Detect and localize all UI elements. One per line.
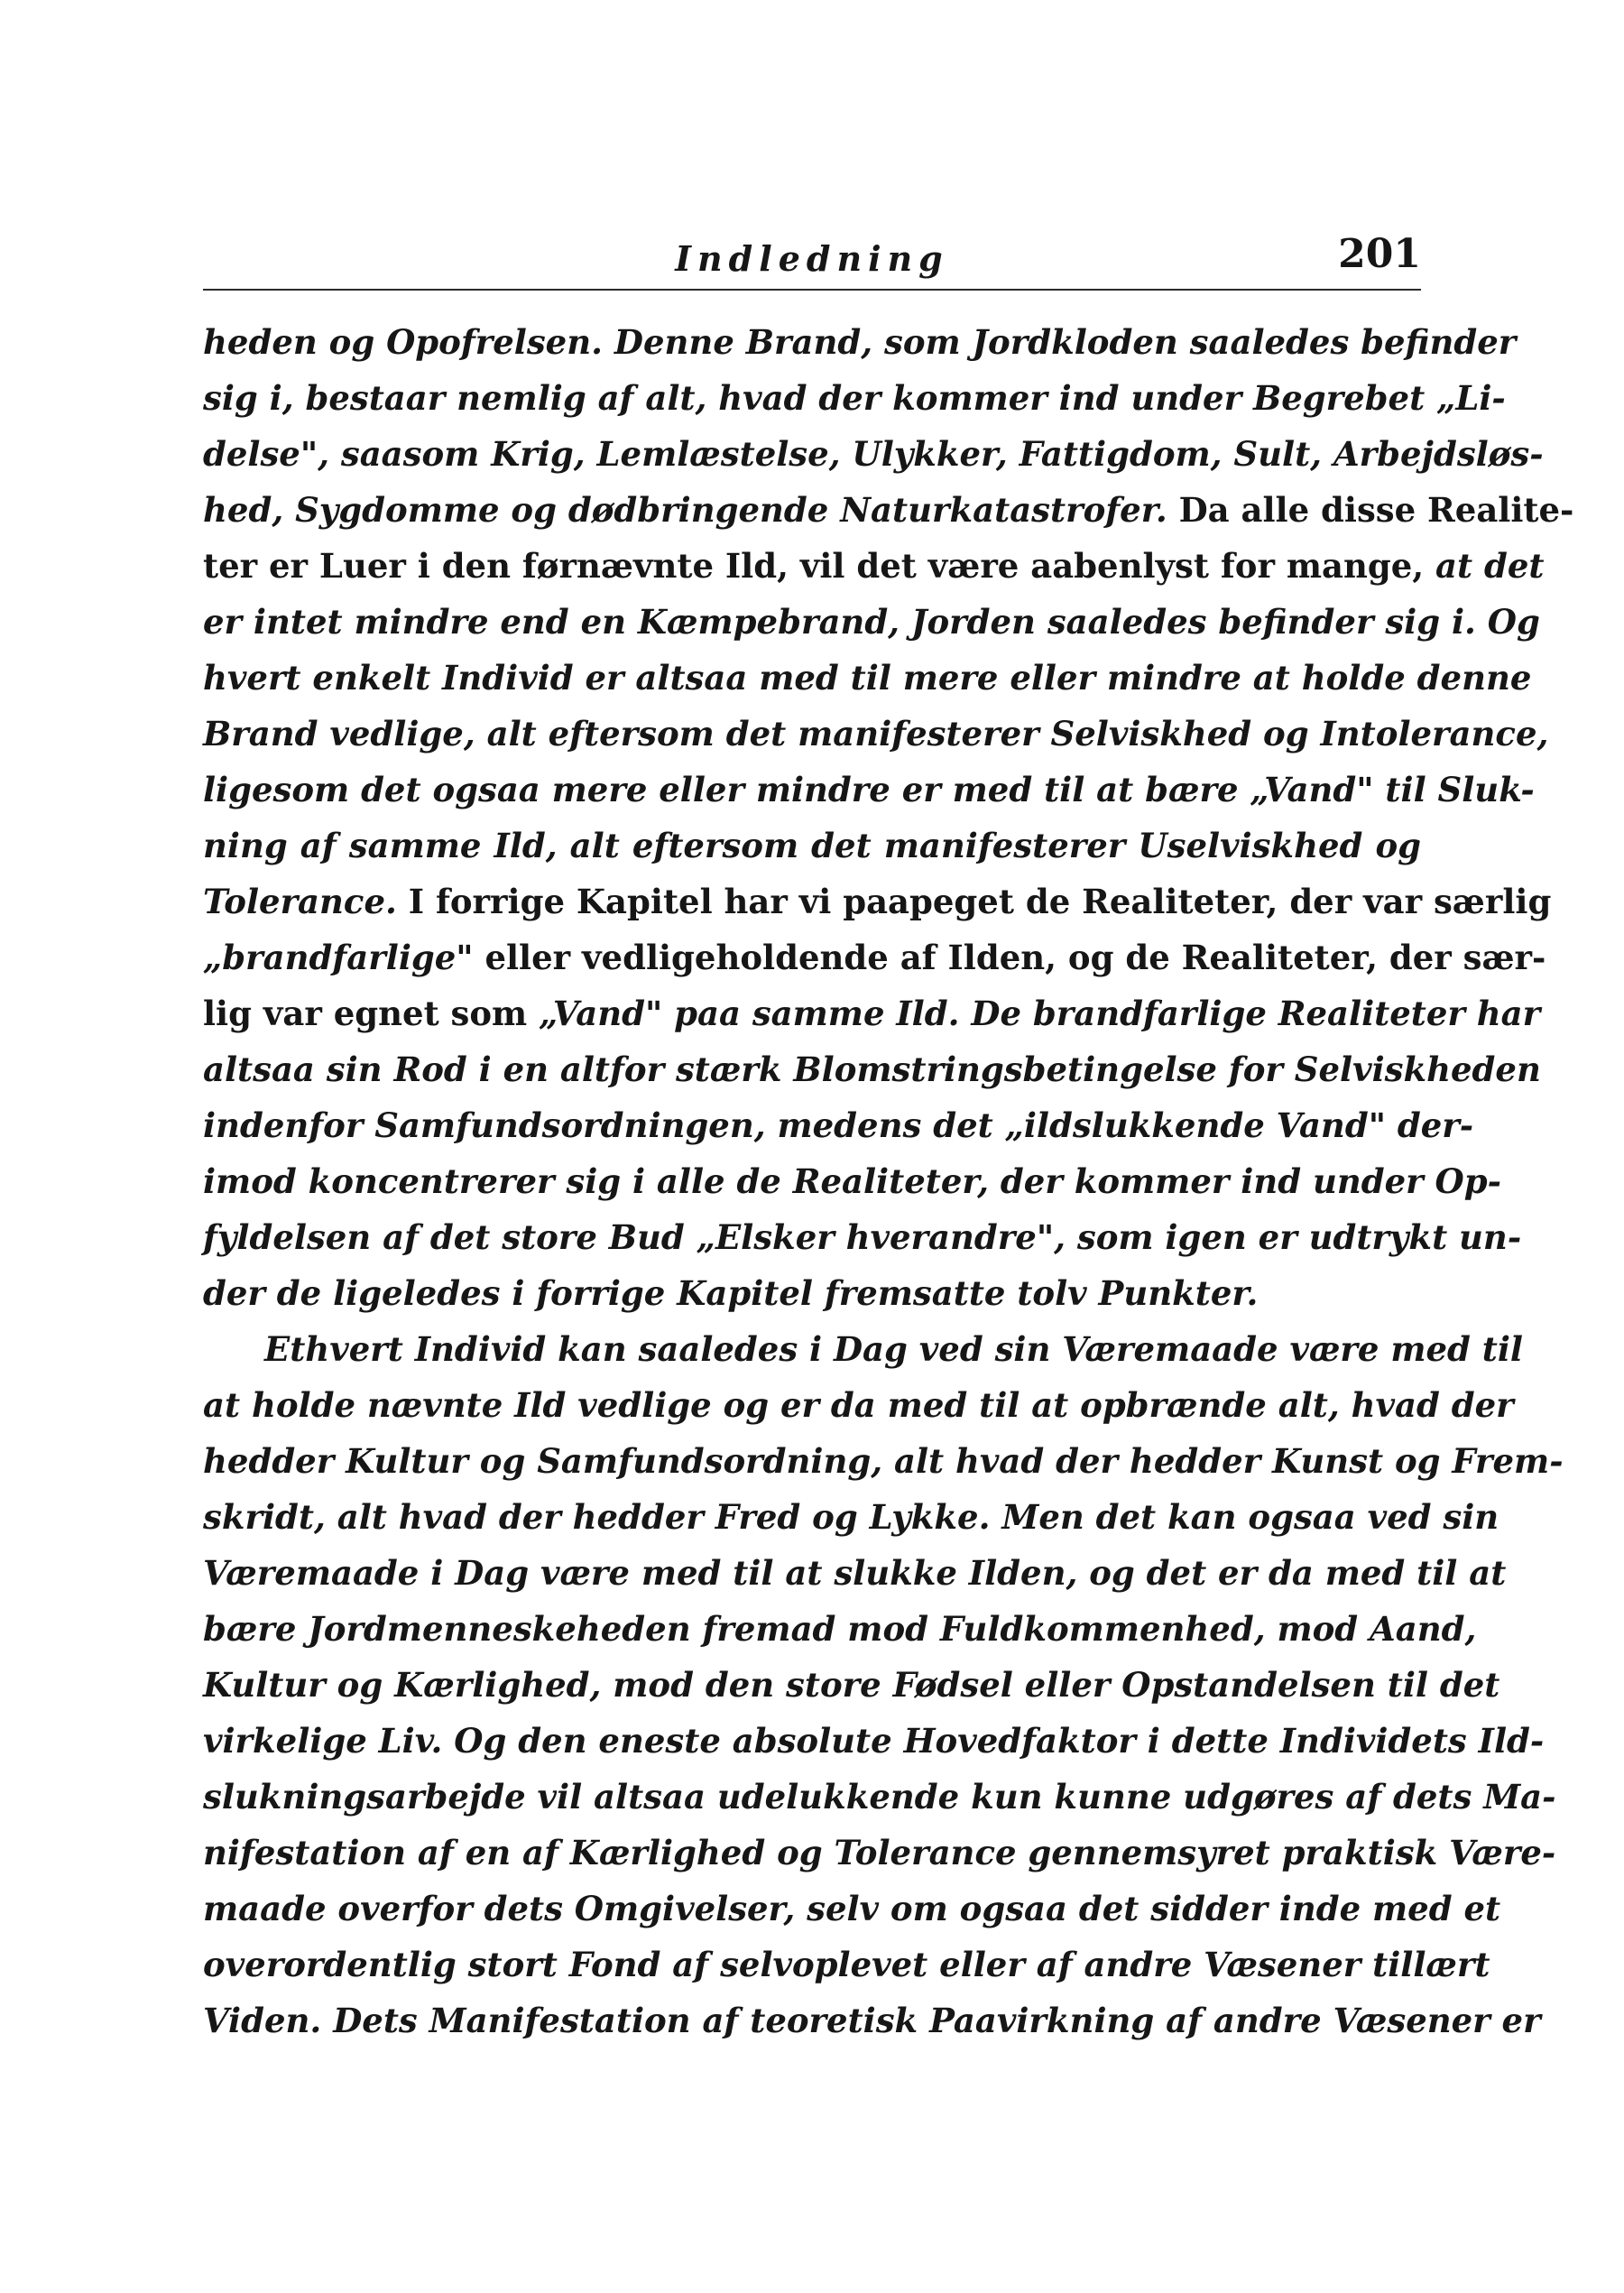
text-span: „Vand" paa samme Ild. De brandfarlige Realiteter har <box>539 994 1541 1033</box>
text-line <box>203 762 1535 818</box>
text-span: at holde nævnte Ild vedlige og er da med til at opbrænde alt, hvad der <box>203 1385 1514 1425</box>
text-span: eller vedligeholdende af Ilden, og de Realiteter, der sær- <box>473 938 1546 977</box>
text-span: virkelige Liv. Og den eneste absolute Hovedfaktor i dette Individets Ild- <box>203 1721 1545 1761</box>
text-line <box>203 538 1545 594</box>
text-span: hed, Sygdomme og dødbringende Naturkatastrofer. <box>203 490 1167 530</box>
text-span: nifestation af en af Kærlighed og Tolerance gennemsyret praktisk Være- <box>203 1833 1556 1872</box>
text-span: hvert enkelt Individ er altsaa med til mere eller mindre at holde denne <box>203 658 1532 698</box>
text-line <box>203 1433 1564 1489</box>
text-line <box>203 1769 1556 1825</box>
text-span: ning af samme Ild, alt eftersom det manifesterer Uselviskhed og <box>203 826 1421 865</box>
text-span: Kultur og Kærlighed, mod den store Fødsel eller Opstandelsen til det <box>203 1665 1500 1705</box>
text-line <box>203 1657 1500 1713</box>
text-span: slukningsarbejde vil altsaa udelukkende kun kunne udgøres af dets Ma- <box>203 1777 1556 1817</box>
text-span: heden og Opofrelsen. Denne Brand, som Jordkloden saaledes befinder <box>203 322 1517 362</box>
text-span: altsaa sin Rod i en altfor stærk Blomstringsbetingelse for Selviskheden <box>203 1049 1541 1089</box>
text-line <box>203 1153 1502 1209</box>
page-number: 201 <box>1338 231 1421 277</box>
text-span: skridt, alt hvad der hedder Fred og Lykke. Men det kan ogsaa ved sin <box>203 1497 1499 1537</box>
text-span: ligesom det ogsaa mere eller mindre er med til at bære „Vand" til Sluk- <box>203 770 1535 809</box>
text-line <box>203 370 1506 426</box>
text-line <box>203 1377 1514 1433</box>
text-line <box>203 1041 1541 1097</box>
text-span: indenfor Samfundsordningen, medens det „ildslukkende Vand" der- <box>203 1105 1474 1145</box>
text-span: „brandfarlige" <box>203 938 474 977</box>
text-span: delse", saasom Krig, Lemlæstelse, Ulykker, Fattigdom, Sult, Arbejdsløs- <box>203 434 1544 474</box>
text-line <box>203 482 1574 538</box>
text-span: bære Jordmenneskeheden fremad mod Fuldkommenhed, mod Aand, <box>203 1609 1477 1649</box>
text-span: der de ligeledes i forrige Kapitel fremsatte tolv Punkter. <box>203 1273 1259 1313</box>
text-span: fyldelsen af det store Bud „Elsker hverandre", som igen er udtrykt un- <box>203 1217 1522 1257</box>
text-line <box>203 314 1517 370</box>
text-line <box>203 1713 1545 1769</box>
text-span: ter er Luer i den førnævnte Ild, vil det være aabenlyst for mange, <box>203 546 1436 586</box>
text-line <box>203 650 1532 706</box>
body-text <box>203 314 1574 2048</box>
text-span: lig var egnet som <box>203 994 540 1033</box>
text-line <box>203 874 1552 929</box>
text-line <box>203 1209 1522 1265</box>
text-line <box>203 1265 1421 1321</box>
text-line <box>203 1825 1556 1881</box>
text-line <box>203 929 1546 985</box>
text-span: Væremaade i Dag være med til at slukke Ilden, og det er da med til at <box>203 1553 1507 1593</box>
text-line <box>203 1545 1507 1601</box>
text-line <box>203 426 1544 482</box>
text-line <box>203 706 1549 762</box>
text-span: sig i, bestaar nemlig af alt, hvad der kommer ind under Begrebet „Li- <box>203 378 1506 418</box>
text-span: er intet mindre end en Kæmpebrand, Jorden saaledes befinder sig i. Og <box>203 602 1540 642</box>
text-span: Viden. Dets Manifestation af teoretisk Paavirkning af andre Væsener er <box>203 2001 1541 2040</box>
text-line <box>203 1993 1541 2048</box>
text-line <box>203 985 1541 1041</box>
text-span: Da alle disse Realite- <box>1167 490 1574 530</box>
text-span: overordentlig stort Fond af selvoplevet eller af andre Væsener tillært <box>203 1945 1490 1984</box>
text-span: hedder Kultur og Samfundsordning, alt hvad der hedder Kunst og Frem- <box>203 1441 1564 1481</box>
text-span: Ethvert Individ kan saaledes i Dag ved sin Væremaade være med til <box>264 1329 1523 1369</box>
text-line <box>203 1937 1490 1993</box>
text-line <box>203 1881 1501 1937</box>
text-span: maade overfor dets Omgivelser, selv om ogsaa det sidder inde med et <box>203 1889 1501 1928</box>
running-header <box>203 226 1421 291</box>
text-line <box>203 1097 1474 1153</box>
text-span: Brand vedlige, alt eftersom det manifesterer Selviskhed og Intolerance, <box>203 714 1549 754</box>
text-line <box>203 1321 1523 1377</box>
running-title: Indledning <box>675 238 949 279</box>
text-span: I forrige Kapitel har vi paapeget de Realiteter, der var særlig <box>396 882 1552 921</box>
text-span: at det <box>1435 546 1545 586</box>
text-span: Tolerance. <box>203 882 397 921</box>
text-line <box>203 818 1421 874</box>
text-span: imod koncentrerer sig i alle de Realiteter, der kommer ind under Op- <box>203 1161 1502 1201</box>
text-line <box>203 1601 1477 1657</box>
text-line <box>203 594 1540 650</box>
text-line <box>203 1489 1499 1545</box>
